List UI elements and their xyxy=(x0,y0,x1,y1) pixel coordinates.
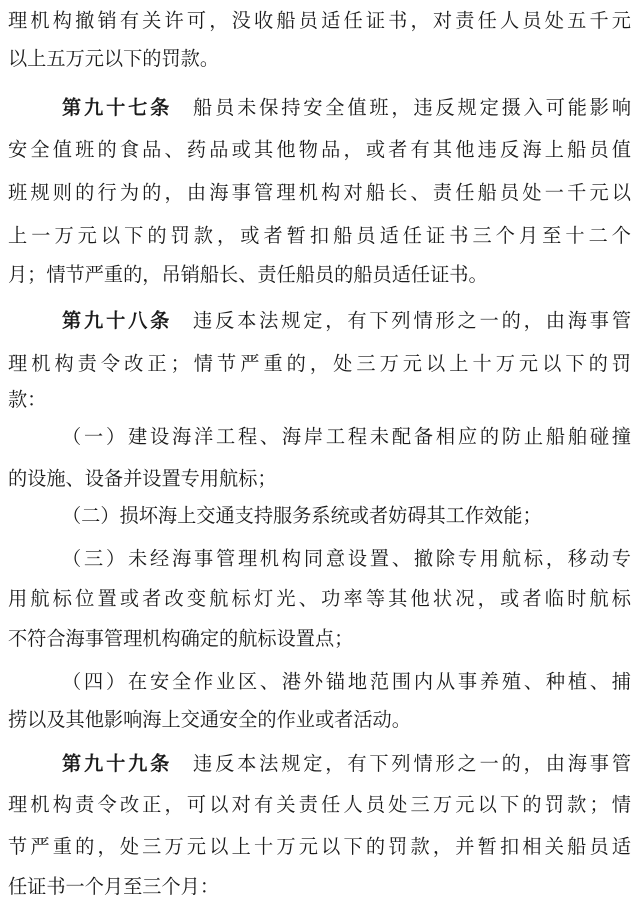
text-line: （三）未经海事管理机构同意设置、撤除专用航标，移动专 xyxy=(62,547,631,570)
text-line: 捞以及其他影响海上交通安全的作业或者活动。 xyxy=(8,708,411,731)
text-line: 理机构责令改正；情节严重的，处三万元以上十万元以下的罚 xyxy=(8,352,631,375)
text-line: 班规则的行为的，由海事管理机构对船长、责任船员处一千元以 xyxy=(8,181,631,204)
text-line: 节严重的，处三万元以上十万元以下的罚款，并暂扣相关船员适 xyxy=(8,835,631,858)
article-97-heading: 第九十七条 xyxy=(62,96,173,119)
article-99-heading: 第九十九条 xyxy=(62,752,173,775)
text-line: 安全值班的食品、药品或其他物品，或者有其他违反海上船员值 xyxy=(8,138,631,161)
text-line: 以上五万元以下的罚款。 xyxy=(8,47,220,70)
text-line: 月；情节严重的，吊销船长、责任船员的船员适任证书。 xyxy=(8,263,488,286)
article-97-first-line xyxy=(0,86,639,130)
article-98-first-line xyxy=(0,299,639,343)
text-line: 违反本法规定，有下列情形之一的，由海事管 xyxy=(190,309,632,332)
text-line: （四）在安全作业区、港外锚地范围内从事养殖、种植、捕 xyxy=(62,670,631,693)
text-line: 违反本法规定，有下列情形之一的，由海事管 xyxy=(190,752,632,775)
text-line: 船员未保持安全值班，违反规定摄入可能影响 xyxy=(190,96,632,119)
text-line: （二）损坏海上交通支持服务系统或者妨碍其工作效能； xyxy=(62,504,542,527)
text-line: 上一万元以下的罚款，或者暂扣船员适任证书三个月至十二个 xyxy=(8,224,631,247)
text-line: 理机构撤销有关许可，没收船员适任证书，对责任人员处五千元 xyxy=(8,9,631,32)
text-line: （一）建设海洋工程、海岸工程未配备相应的防止船舶碰撞 xyxy=(62,425,631,448)
article-98-heading: 第九十八条 xyxy=(62,309,173,332)
article-99-first-line xyxy=(0,742,639,786)
text-line: 的设施、设备并设置专用航标； xyxy=(8,467,277,490)
text-line: 款： xyxy=(8,388,47,411)
text-line: 理机构责令改正，可以对有关责任人员处三万元以下的罚款；情 xyxy=(8,793,631,816)
text-line: 不符合海事管理机构确定的航标设置点； xyxy=(8,627,354,650)
text-line: 用航标位置或者改变航标灯光、功率等其他状况，或者临时航标 xyxy=(8,587,631,610)
text-line: 任证书一个月至三个月： xyxy=(8,875,220,898)
